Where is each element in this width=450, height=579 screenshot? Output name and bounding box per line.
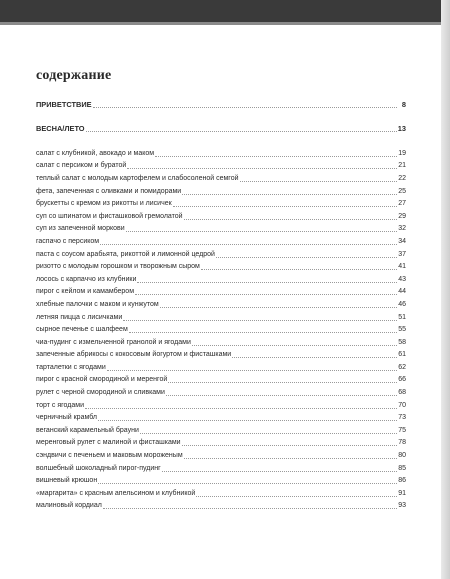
toc-entry-title: хлебные палочки с маком и кунжутом [36, 300, 159, 308]
toc-leader-dots [140, 432, 397, 434]
toc-entry-row [36, 158, 406, 171]
toc-entry-row [36, 359, 406, 372]
toc-entry-title: сэндвичи с печеньем и маковым мороженым [36, 452, 183, 460]
toc-entry-row [36, 284, 406, 297]
toc-leader-dots [173, 205, 397, 207]
toc-page-number: 29 [398, 212, 406, 220]
toc-page-number: 58 [398, 338, 406, 346]
toc-page-number: 44 [398, 288, 406, 296]
toc-leader-dots [184, 218, 397, 220]
toc-entry-row [36, 183, 406, 196]
toc-entry-title: волшебный шоколадный пирог-пудинг [36, 464, 161, 472]
toc-entry-title: сырное печенье с шалфеем [36, 326, 128, 334]
toc-page-number: 91 [398, 489, 406, 497]
toc-page-number: 78 [398, 439, 406, 447]
toc-page-number: 68 [398, 389, 406, 397]
toc-page-number: 75 [398, 426, 406, 434]
toc-entry-title: салат с персиком и буратой [36, 162, 127, 170]
toc-leader-dots [232, 356, 397, 358]
toc-page-number: 55 [398, 326, 406, 334]
toc-leader-dots [162, 470, 397, 472]
toc-page-number: 93 [398, 502, 406, 510]
toc-entry-title: ризотто с молодым горошком и творожным сыром [36, 263, 200, 271]
toc-entry-title: чиа-пудинг с измельченной гранолой и ягодами [36, 338, 191, 346]
toc-leader-dots [86, 130, 397, 132]
toc-entry-title: брускетты с кремом из рикотты и лисичек [36, 200, 172, 208]
toc-leader-dots [196, 495, 397, 497]
toc-entry-row [36, 334, 406, 347]
toc-section-title: ВЕСНА/ЛЕТО [36, 124, 85, 134]
toc-leader-dots [182, 193, 397, 195]
toc-entry-title: гаспачо с персиком [36, 237, 100, 245]
toc-entry-row [36, 271, 406, 284]
toc-entry-row [36, 372, 406, 385]
toc-entry-title: веганский карамельный брауни [36, 426, 139, 434]
toc-page-number: 85 [398, 464, 406, 472]
toc-entry-row [36, 145, 406, 158]
toc-section-row [36, 96, 406, 109]
toc-entry-row [36, 170, 406, 183]
toc-entry-row [36, 296, 406, 309]
toc-leader-dots [166, 394, 397, 396]
toc-entry-title: рулет с черной смородиной и сливками [36, 389, 165, 397]
page-right-edge [441, 0, 450, 579]
toc-entry-row [36, 196, 406, 209]
toc-entry-row [36, 384, 406, 397]
toc-page-number: 51 [398, 313, 406, 321]
toc-leader-dots [192, 344, 397, 346]
toc-entry-title: суп со шпинатом и фисташковой гремолатой [36, 212, 183, 220]
toc-entry-row [36, 447, 406, 460]
page-top-edge [0, 22, 450, 25]
toc-entry-row [36, 473, 406, 486]
toc-entry-row [36, 221, 406, 234]
toc-leader-dots [155, 155, 397, 157]
toc-page-number: 61 [398, 351, 406, 359]
toc-leader-dots [93, 106, 397, 108]
toc-entry-row [36, 397, 406, 410]
toc-entry-title: суп из запеченной моркови [36, 225, 125, 233]
toc-page-number: 27 [398, 200, 406, 208]
toc-leader-dots [98, 482, 397, 484]
toc-entry-title: теплый салат с молодым картофелем и слабосоленой семгой [36, 174, 239, 182]
toc-page-number: 8 [401, 99, 406, 109]
toc-entry-title: вишневый крюшон [36, 477, 98, 485]
toc-page-number: 34 [398, 237, 406, 245]
toc-entry-row [36, 410, 406, 423]
toc-entry-title: «маргарита» с красным апельсином и клубникой [36, 489, 196, 497]
toc-leader-dots [100, 243, 397, 245]
toc-entry-row [36, 435, 406, 448]
toc-entry-title: торт с ягодами [36, 401, 84, 409]
page-top-shadow [0, 0, 450, 22]
toc-entry-row [36, 422, 406, 435]
toc-entry-title: черничный крамбл [36, 414, 97, 422]
toc-page-number: 73 [398, 414, 406, 422]
toc-leader-dots [85, 407, 397, 409]
toc-entry-row [36, 259, 406, 272]
toc-page-number: 37 [398, 250, 406, 258]
toc-leader-dots [160, 306, 397, 308]
toc-page-number: 22 [398, 174, 406, 182]
toc-page-number: 80 [398, 452, 406, 460]
toc-entry-row [36, 347, 406, 360]
table-of-contents [36, 96, 406, 510]
toc-entry-title: лосось с карпаччо из клубники [36, 275, 137, 283]
toc-entry-row [36, 309, 406, 322]
toc-page-number: 25 [398, 187, 406, 195]
toc-page-number: 21 [398, 162, 406, 170]
toc-leader-dots [240, 180, 398, 182]
toc-leader-dots [216, 256, 397, 258]
toc-leader-dots [184, 457, 397, 459]
toc-page-number: 86 [398, 477, 406, 485]
toc-entry-row [36, 485, 406, 498]
toc-leader-dots [135, 293, 397, 295]
toc-leader-dots [98, 419, 397, 421]
toc-entry-title: салат с клубникой, авокадо и маком [36, 149, 155, 157]
toc-page-number: 41 [398, 263, 406, 271]
toc-page-number: 19 [398, 149, 406, 157]
toc-entry-row [36, 322, 406, 335]
toc-leader-dots [168, 381, 397, 383]
toc-leader-dots [107, 369, 397, 371]
toc-page-number: 70 [398, 401, 406, 409]
toc-entry-row [36, 246, 406, 259]
toc-leader-dots [182, 444, 397, 446]
toc-entry-title: паста с соусом арабьята, рикоттой и лимонной цедрой [36, 250, 215, 258]
toc-section-row [36, 121, 406, 134]
toc-entry-title: летняя пицца с лисичками [36, 313, 123, 321]
toc-entry-row [36, 208, 406, 221]
toc-entry-title: фета, запеченная с оливками и помидорами [36, 187, 182, 195]
toc-page-number: 62 [398, 363, 406, 371]
toc-leader-dots [123, 319, 397, 321]
toc-page-number: 46 [398, 300, 406, 308]
toc-leader-dots [126, 230, 397, 232]
toc-leader-dots [137, 281, 397, 283]
toc-entry-title: меренговый рулет с малиной и фисташками [36, 439, 181, 447]
toc-entry-title: малиновый кордиал [36, 502, 102, 510]
toc-page-number: 32 [398, 225, 406, 233]
toc-entry-title: запеченные абрикосы с кокосовым йогуртом и фисташками [36, 351, 232, 359]
toc-page-number: 43 [398, 275, 406, 283]
toc-entry-row [36, 460, 406, 473]
toc-entry-row [36, 233, 406, 246]
toc-entry-row [36, 498, 406, 511]
toc-leader-dots [127, 167, 397, 169]
toc-page-number: 66 [398, 376, 406, 384]
toc-entry-title: пирог с кейлом и камамбером [36, 288, 135, 296]
toc-page-number: 13 [397, 124, 406, 134]
toc-section-title: ПРИВЕТСТВИЕ [36, 99, 92, 109]
toc-entry-title: тарталетки с ягодами [36, 363, 106, 371]
page-title: содержание [36, 68, 112, 83]
toc-leader-dots [103, 507, 397, 509]
toc-leader-dots [201, 268, 397, 270]
toc-leader-dots [129, 331, 397, 333]
toc-entry-title: пирог с красной смородиной и меренгой [36, 376, 168, 384]
